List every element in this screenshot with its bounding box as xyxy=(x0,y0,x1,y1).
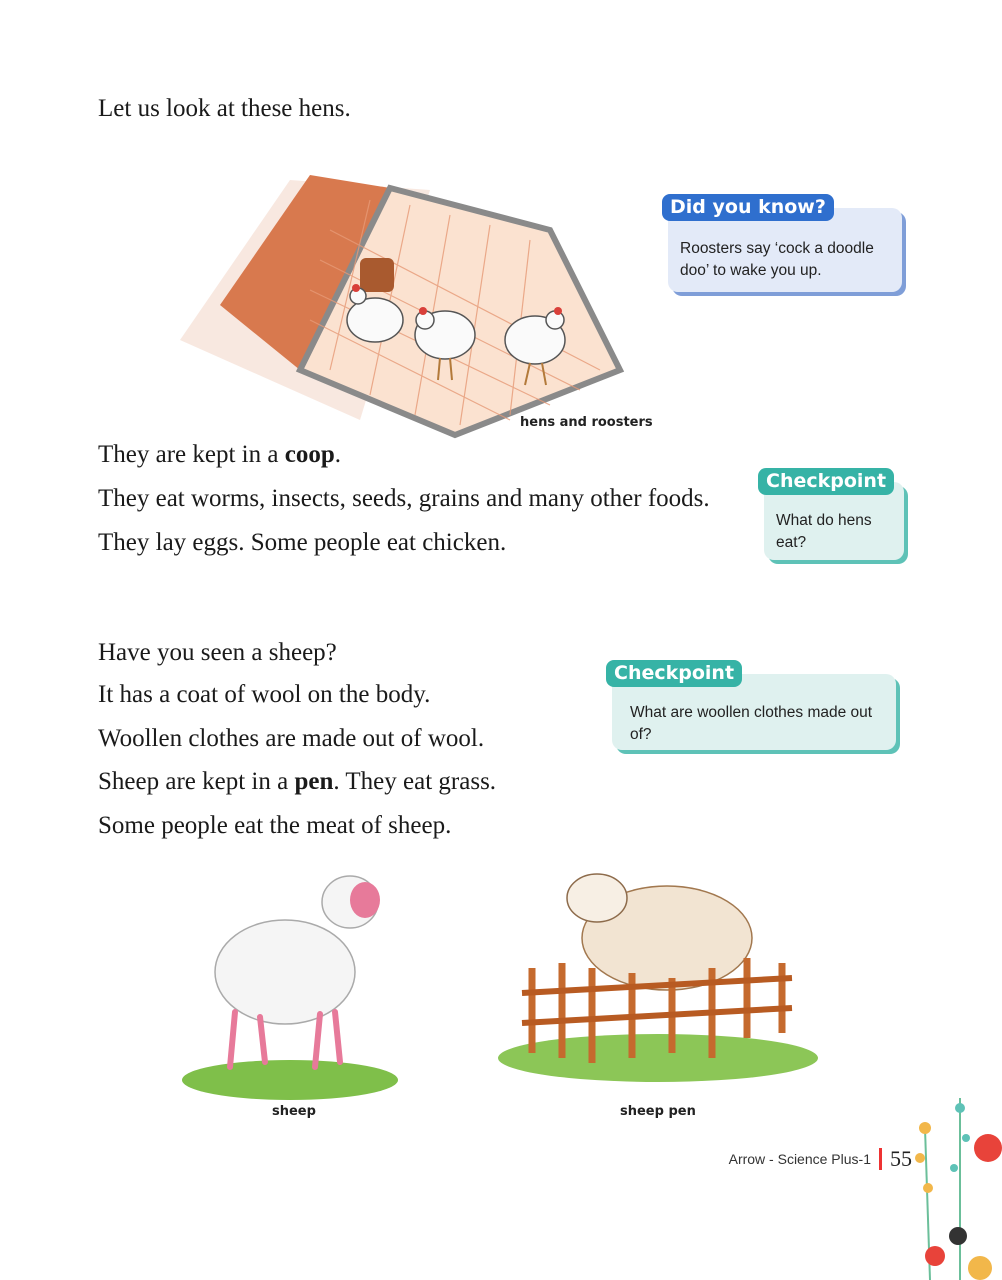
hen-coop-illustration xyxy=(180,170,650,440)
keyword-pen: pen xyxy=(294,768,334,795)
did-you-know-text: Roosters say ‘cock a doodle doo’ to wake you up. xyxy=(680,240,874,279)
sheep-line-3: Woollen clothes are made out of wool. xyxy=(98,725,485,752)
checkpoint-title-hens: Checkpoint xyxy=(758,468,894,495)
hens-line-2: They eat worms, insects, seeds, grains and many other foods. xyxy=(98,485,710,512)
flower-decoration xyxy=(900,1088,1002,1280)
did-you-know-box xyxy=(668,196,902,292)
sheep-line-4-pre: Sheep are kept in a xyxy=(98,768,295,795)
book-title: Arrow - Science Plus-1 xyxy=(728,1151,871,1167)
page-footer xyxy=(729,1146,912,1172)
sheep-illustration xyxy=(180,862,410,1102)
sheep-line-2: It has a coat of wool on the body. xyxy=(98,681,431,708)
hens-line-1-pre: They are kept in a xyxy=(98,441,285,468)
sheep-pen-illustration xyxy=(492,858,824,1086)
did-you-know-title: Did you know? xyxy=(662,194,834,221)
hens-line-3: They lay eggs. Some people eat chicken. xyxy=(98,529,507,556)
checkpoint-text-sheep: What are woollen clothes made out of? xyxy=(630,704,873,743)
sheep-line-1: Have you seen a sheep? xyxy=(98,639,337,666)
sheep-line-4 xyxy=(98,767,496,797)
hens-line-1 xyxy=(98,440,341,470)
sheep-pen-caption: sheep pen xyxy=(620,1104,696,1119)
sheep-line-4-post: . They eat grass. xyxy=(333,768,497,795)
page-number: 55 xyxy=(890,1146,912,1171)
checkpoint-box-sheep xyxy=(612,662,896,750)
checkpoint-title-sheep: Checkpoint xyxy=(606,660,742,687)
checkpoint-text-hens: What do hens eat? xyxy=(776,512,872,551)
keyword-coop: coop xyxy=(284,441,335,468)
sheep-line-5: Some people eat the meat of sheep. xyxy=(98,812,452,839)
page-divider-bar xyxy=(879,1148,882,1170)
intro-text: Let us look at these hens. xyxy=(98,95,351,122)
sheep-caption: sheep xyxy=(272,1104,316,1119)
hens-line-1-post: . xyxy=(334,441,341,468)
checkpoint-box-hens xyxy=(764,470,904,560)
hens-caption: hens and roosters xyxy=(520,415,653,430)
